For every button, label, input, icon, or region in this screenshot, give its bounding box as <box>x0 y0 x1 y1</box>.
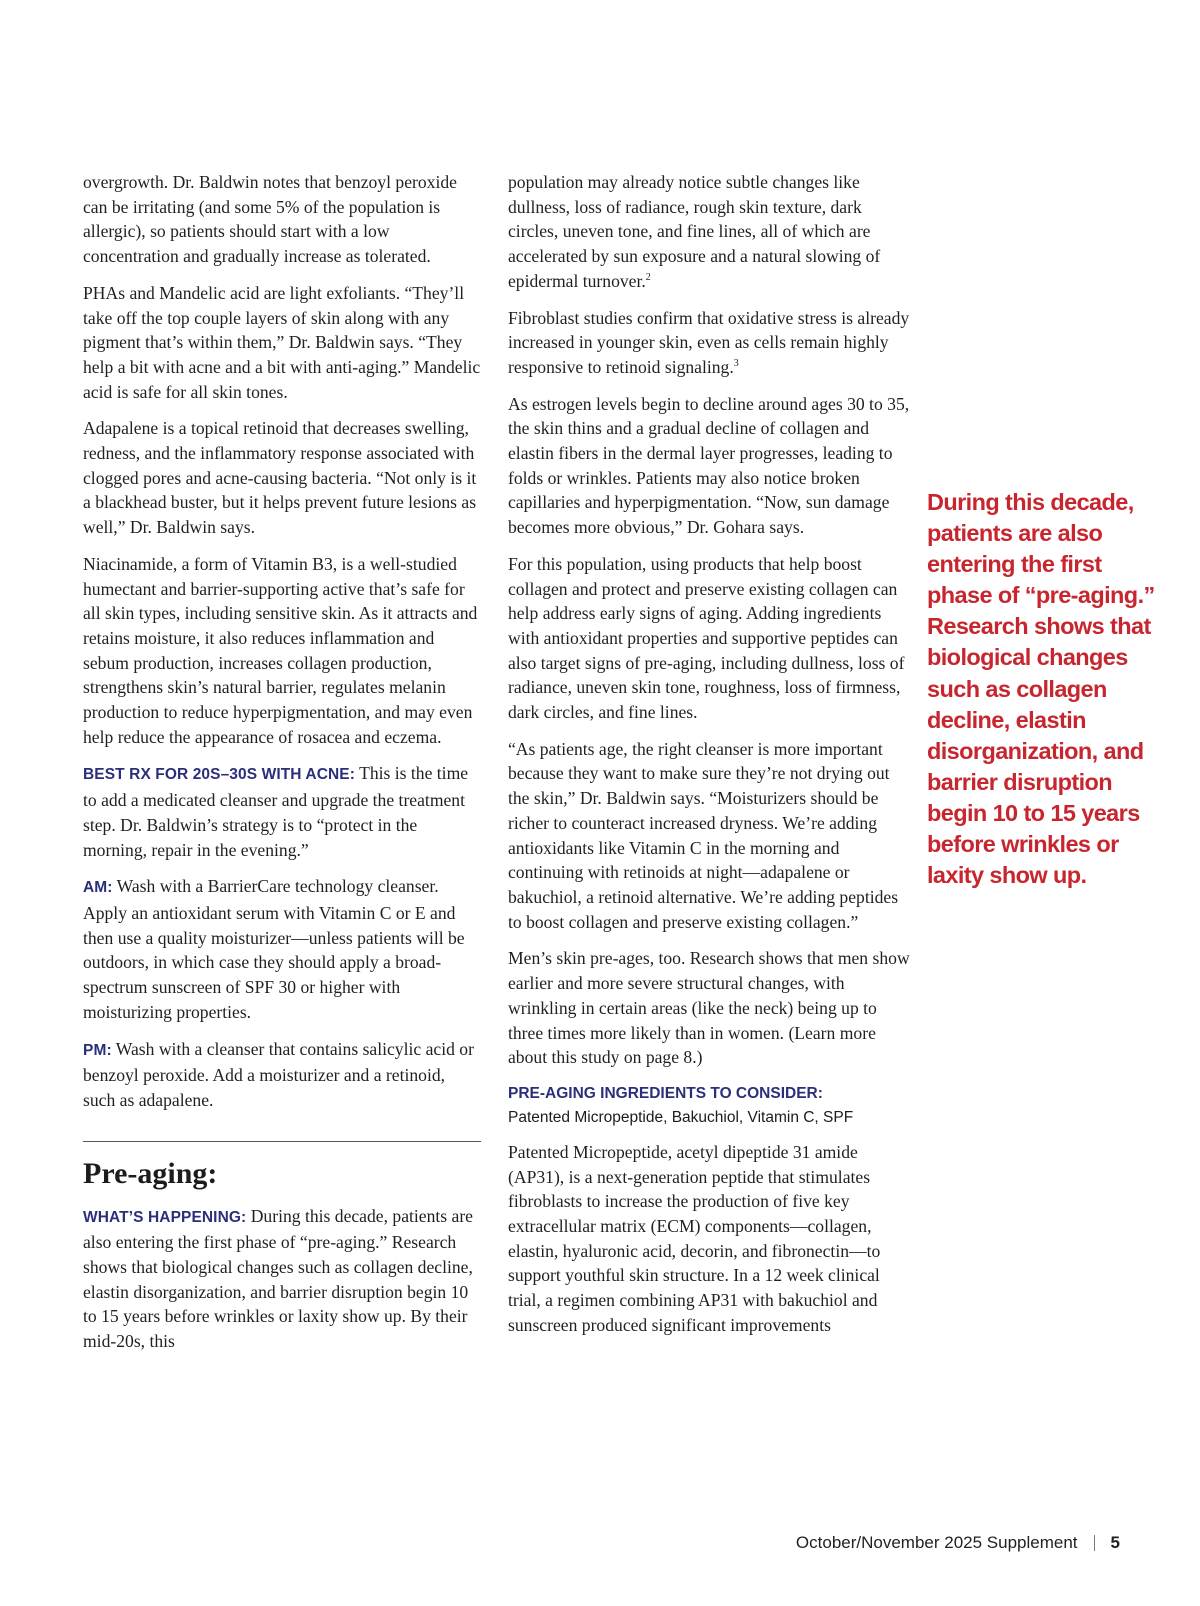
body-paragraph: Men’s skin pre-ages, too. Research shows that men show earlier and more severe structural changes, with wrinkling in certain areas (like the neck) being up to three times more likely than in women. (Learn more about this study on page 8.) <box>508 948 910 1068</box>
pull-quote: During this decade, patients are also entering the first phase of “pre-aging.” Research shows that biological changes such as collagen decline, elastin disorganization, and barrier disruption begin 10 to 15 years before wrinkles or laxity show up. <box>927 489 1155 889</box>
body-paragraph: For this population, using products that help boost collagen and protect and preserve existing collagen can help address early signs of aging. Adding ingredients with antioxidant properties and supportive peptides can also target signs of pre-aging, including dullness, loss of radiance, uneven skin tone, roughness, loss of firmness, dark circles, and fine lines. <box>508 553 905 723</box>
body-paragraph: PHAs and Mandelic acid are light exfoliants. “They’ll take off the top couple layers of skin along with any pigment that’s within them,” Dr. Baldwin says. “They help a bit with acne and a bit with anti-aging.” Mandelic acid is safe for all skin tones. <box>83 282 481 402</box>
am-label: AM: <box>83 879 113 897</box>
pm-paragraph <box>83 1037 481 1113</box>
best-rx-text: This is the time to add a medicated cleanser and upgrade the treatment step. Dr. Baldwin’s strategy is to “protect in the morning, repair in the evening.” <box>83 763 469 860</box>
best-rx-paragraph <box>83 761 481 862</box>
section-title: Pre-aging: <box>83 1156 218 1190</box>
best-rx-label: BEST RX FOR 20S–30S WITH ACNE: <box>83 766 356 784</box>
page-number: 5 <box>1110 1533 1120 1552</box>
happening-label: WHAT’S HAPPENING: <box>83 1208 247 1226</box>
body-paragraph <box>508 306 910 380</box>
body-paragraph: Niacinamide, a form of Vitamin B3, is a well-studied humectant and barrier-supporting active that’s safe for all skin types, including sensitive skin. As it attracts and retains moisture, it also reduces inflammation and sebum production, increases collagen production, strengthens skin’s natural barrier, regulates melanin production to reduce hyperpigmentation, and may even help reduce the appearance of rosacea and eczema. <box>83 553 478 747</box>
body-paragraph: Adapalene is a topical retinoid that decreases swelling, redness, and the inflammatory response associated with clogged pores and acne-causing bacteria. “Not only is it a blackhead buster, but it helps prevent future lesions as well,” Dr. Baldwin says. <box>83 418 477 538</box>
page-footer <box>796 1533 1120 1553</box>
pull-quote-column <box>927 487 1157 891</box>
left-column <box>83 170 481 1366</box>
issue-label: October/November 2025 Supplement <box>795 1533 1078 1552</box>
body-paragraph: overgrowth. Dr. Baldwin notes that benzoyl peroxide can be irritating (and some 5% of the population is allergic), so patients should start with a low concentration and gradually increase as tolerated. <box>83 172 457 267</box>
footnote-ref: 3 <box>733 358 739 370</box>
ingredients-list: Patented Micropeptide, Bakuchiol, Vitamin C, SPF <box>508 1108 854 1126</box>
body-paragraph: “As patients age, the right cleanser is more important because they want to make sure they’re not drying out the skin,” Dr. Baldwin says. “Moisturizers should be richer to counteract increased dryness. We’re adding antioxidants like Vitamin C in the morning and continuing with retinoids at night—adapalene or bakuchiol, a retinoid alternative. We’re adding peptides to boost collagen and preserve existing collagen.” <box>508 738 899 932</box>
body-text: population may already notice subtle changes like dullness, loss of radiance, rough skin texture, dark circles, uneven tone, and fine lines, all of which are accelerated by sun exposure and a natural slowing of epidermal turnover. <box>508 172 881 291</box>
section-divider <box>83 1141 481 1142</box>
am-paragraph <box>83 874 481 1024</box>
footnote-ref: 2 <box>645 271 651 283</box>
body-paragraph <box>508 170 910 294</box>
pm-text: Wash with a cleanser that contains salicylic acid or benzoyl peroxide. Add a moisturizer and a retinoid, such as adapalene. <box>83 1038 474 1110</box>
pm-label: PM: <box>83 1041 112 1059</box>
happening-paragraph <box>83 1204 481 1354</box>
am-text: Wash with a BarrierCare technology cleanser. Apply an antioxidant serum with Vitamin C or E and then use a quality moisturizer—unless patients will be outdoors, in which case they should apply a broad-spectrum sunscreen of SPF 30 or higher with moisturizing properties. <box>83 876 465 1022</box>
middle-column <box>508 170 910 1350</box>
body-text: Fibroblast studies confirm that oxidative stress is already increased in younger skin, even as cells remain highly responsive to retinoid signaling. <box>508 307 910 377</box>
body-paragraph: Patented Micropeptide, acetyl dipeptide 31 amide (AP31), is a next-generation peptide that stimulates fibroblasts to increase the production of five key extracellular matrix (ECM) components—collagen, elastin, hyaluronic acid, decorin, and fibronectin—to support youthful skin structure. In a 12 week clinical trial, a regimen combining AP31 with bakuchiol and sunscreen produced significant improvements <box>508 1141 881 1335</box>
body-paragraph: As estrogen levels begin to decline around ages 30 to 35, the skin thins and a gradual decline of collagen and elastin fibers in the dermal layer progresses, leading to folds or wrinkles. Patients may also notice broken capillaries and hyperpigmentation. “Now, sun damage becomes more obvious,” Dr. Gohara says. <box>508 393 910 538</box>
ingredients-heading: PRE-AGING INGREDIENTS TO CONSIDER: <box>508 1084 823 1102</box>
happening-text: During this decade, patients are also entering the first phase of “pre-aging.” Research shows that biological changes such as collagen decline, elastin disorganization, and barrier disruption begin 10 to 15 years before wrinkles or laxity show up. By their mid-20s, this <box>83 1205 473 1352</box>
footer-separator <box>1094 1535 1095 1551</box>
